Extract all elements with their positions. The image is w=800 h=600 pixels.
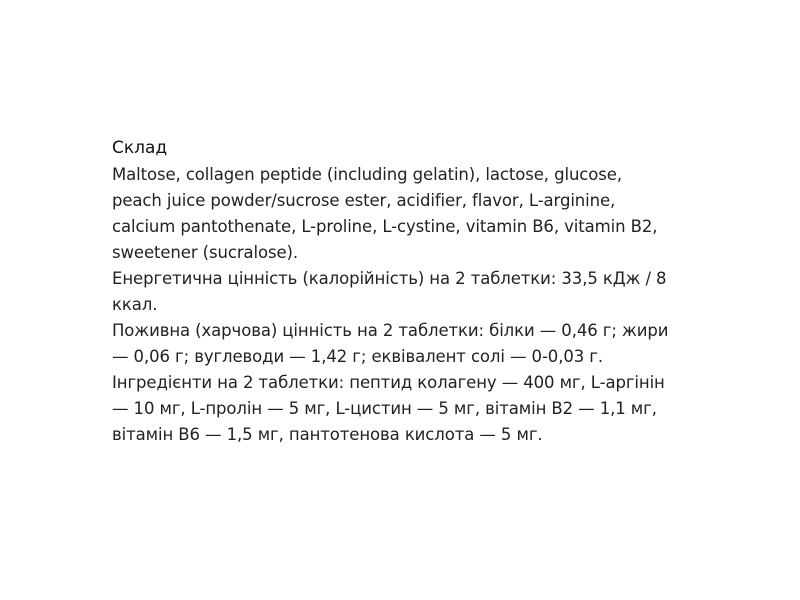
text-line: Maltose, collagen peptide (including gelatin), lactose, glucose, (112, 165, 622, 184)
nutrition-value-line: — 0,06 г; вуглеводи — 1,42 г; еквівалент солі — 0-0,03 г. (112, 347, 603, 366)
energy-value-line: Енергетична цінність (калорійність) на 2 таблетки: 33,5 кДж / 8 (112, 269, 667, 288)
ingredients-line: вітамін B6 — 1,5 мг, пантотенова кислота — 5 мг. (112, 425, 543, 444)
energy-value-line: ккал. (112, 295, 158, 314)
composition-section (112, 136, 712, 448)
composition-text (112, 162, 712, 448)
text-line: peach juice powder/sucrose ester, acidifier, flavor, L-arginine, (112, 191, 616, 210)
section-title: Склад (112, 138, 168, 158)
ingredients-line: — 10 мг, L-пролін — 5 мг, L-цистин — 5 мг, вітамін B2 — 1,1 мг, (112, 399, 657, 418)
nutrition-value-line: Поживна (харчова) цінність на 2 таблетки: білки — 0,46 г; жири (112, 321, 669, 340)
text-line: sweetener (sucralose). (112, 243, 299, 262)
text-line: calcium pantothenate, L-proline, L-cystine, vitamin B6, vitamin B2, (112, 217, 658, 236)
ingredients-line: Інгредієнти на 2 таблетки: пептид колагену — 400 мг, L-аргінін (112, 373, 665, 392)
